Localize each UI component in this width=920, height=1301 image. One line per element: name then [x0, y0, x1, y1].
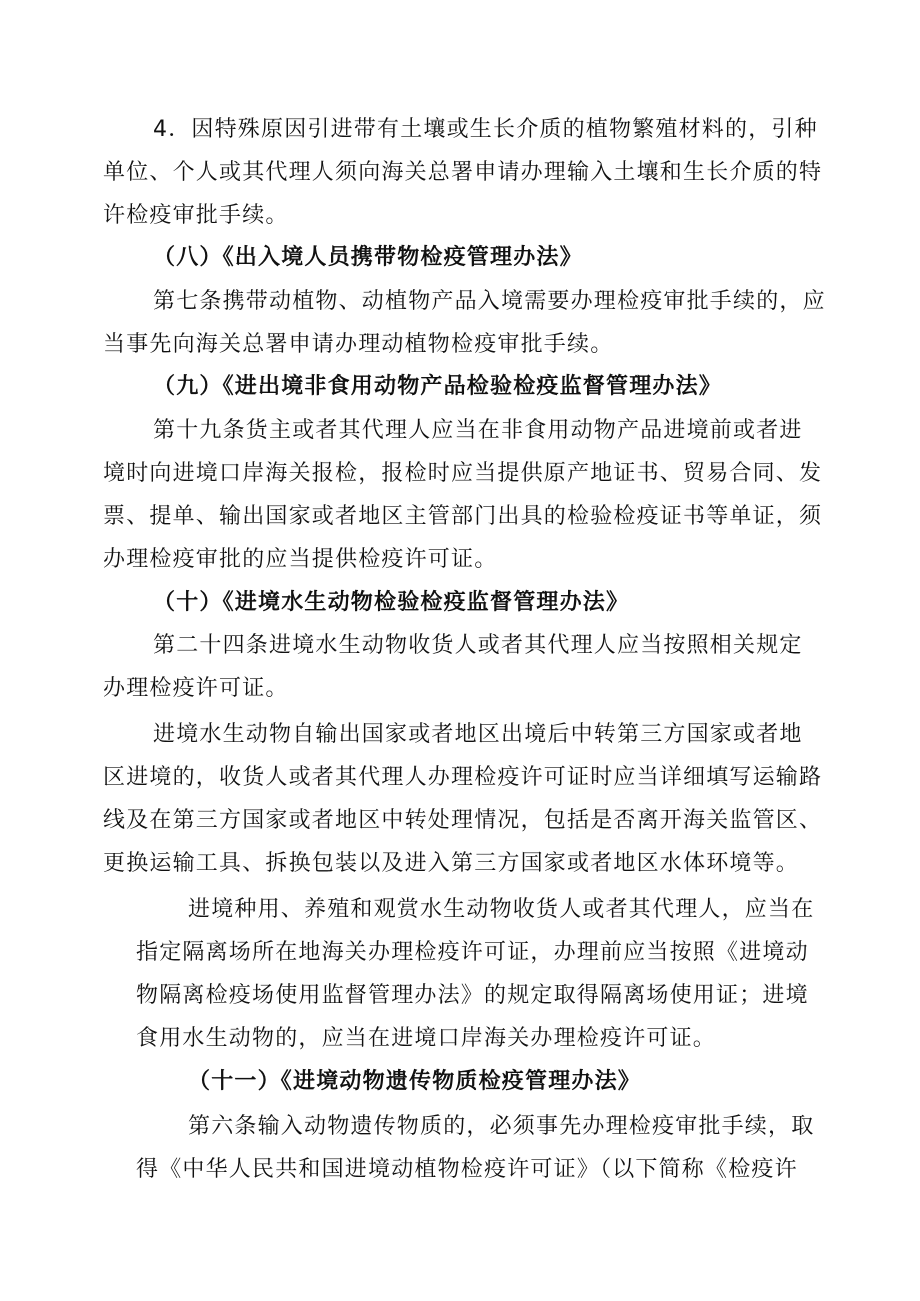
paragraph-9-line-1: 第十九条货主或者其代理人应当在非食用动物产品进境前或者进 — [153, 418, 803, 443]
paragraph-10b-line-1: 进境水生动物自输出国家或者地区出境后中转第三方国家或者地 — [153, 722, 803, 747]
paragraph-10c-line-1: 进境种用、养殖和观赏水生动物收货人或者其代理人，应当在 — [188, 897, 815, 922]
section-heading-11: （十一）《进境动物遗传物质检疫管理办法》 — [188, 1069, 642, 1094]
paragraph-8-line-2: 当事先向海关总署申请办理动植物检疫审批手续。 — [103, 332, 614, 357]
paragraph-4-line-3: 许检疫审批手续。 — [103, 203, 289, 228]
paragraph-11-line-1: 第六条输入动物遗传物质的，必须事先办理检疫审批手续，取 — [188, 1114, 815, 1139]
paragraph-10c-line-2: 指定隔离场所在地海关办理检疫许可证，办理前应当按照《进境动 — [136, 940, 809, 965]
paragraph-4-line-1: 4．因特殊原因引进带有土壤或生长介质的植物繁殖材料的，引种 — [153, 117, 818, 142]
paragraph-10b-line-2: 区进境的，收货人或者其代理人办理检疫许可证时应当详细填写运输路 — [103, 765, 823, 790]
section-heading-8: （八）《出入境人员携带物检疫管理办法》 — [153, 245, 583, 270]
paragraph-4-line-2: 单位、个人或其代理人须向海关总署申请办理输入土壤和生长介质的特 — [103, 160, 823, 185]
paragraph-8-line-1: 第七条携带动植物、动植物产品入境需要办理检疫审批手续的，应 — [153, 289, 826, 314]
paragraph-10b-line-3: 线及在第三方国家或者地区中转处理情况，包括是否离开海关监管区、 — [103, 808, 823, 833]
paragraph-10c-line-3: 物隔离检疫场使用监督管理办法》的规定取得隔离场使用证；进境 — [136, 983, 809, 1008]
section-heading-10: （十）《进境水生动物检验检疫监督管理办法》 — [153, 590, 630, 615]
paragraph-10b-line-4: 更换运输工具、拆换包装以及进入第三方国家或者地区水体环境等。 — [103, 851, 800, 876]
paragraph-9-line-4: 办理检疫审批的应当提供检疫许可证。 — [103, 547, 498, 572]
paragraph-10a-line-1: 第二十四条进境水生动物收货人或者其代理人应当按照相关规定 — [153, 633, 803, 658]
section-heading-9: （九）《进出境非食用动物产品检验检疫监督管理办法》 — [153, 374, 723, 399]
paragraph-9-line-3: 票、提单、输出国家或者地区主管部门出具的检验检疫证书等单证，须 — [103, 504, 823, 529]
paragraph-10a-line-2: 办理检疫许可证。 — [103, 676, 289, 701]
paragraph-11-line-2: 得《中华人民共和国进境动植物检疫许可证》（以下简称《检疫许 — [136, 1157, 798, 1182]
paragraph-9-line-2: 境时向进境口岸海关报检，报检时应当提供原产地证书、贸易合同、发 — [103, 461, 823, 486]
paragraph-10c-line-4: 食用水生动物的，应当在进境口岸海关办理检疫许可证。 — [136, 1026, 717, 1051]
